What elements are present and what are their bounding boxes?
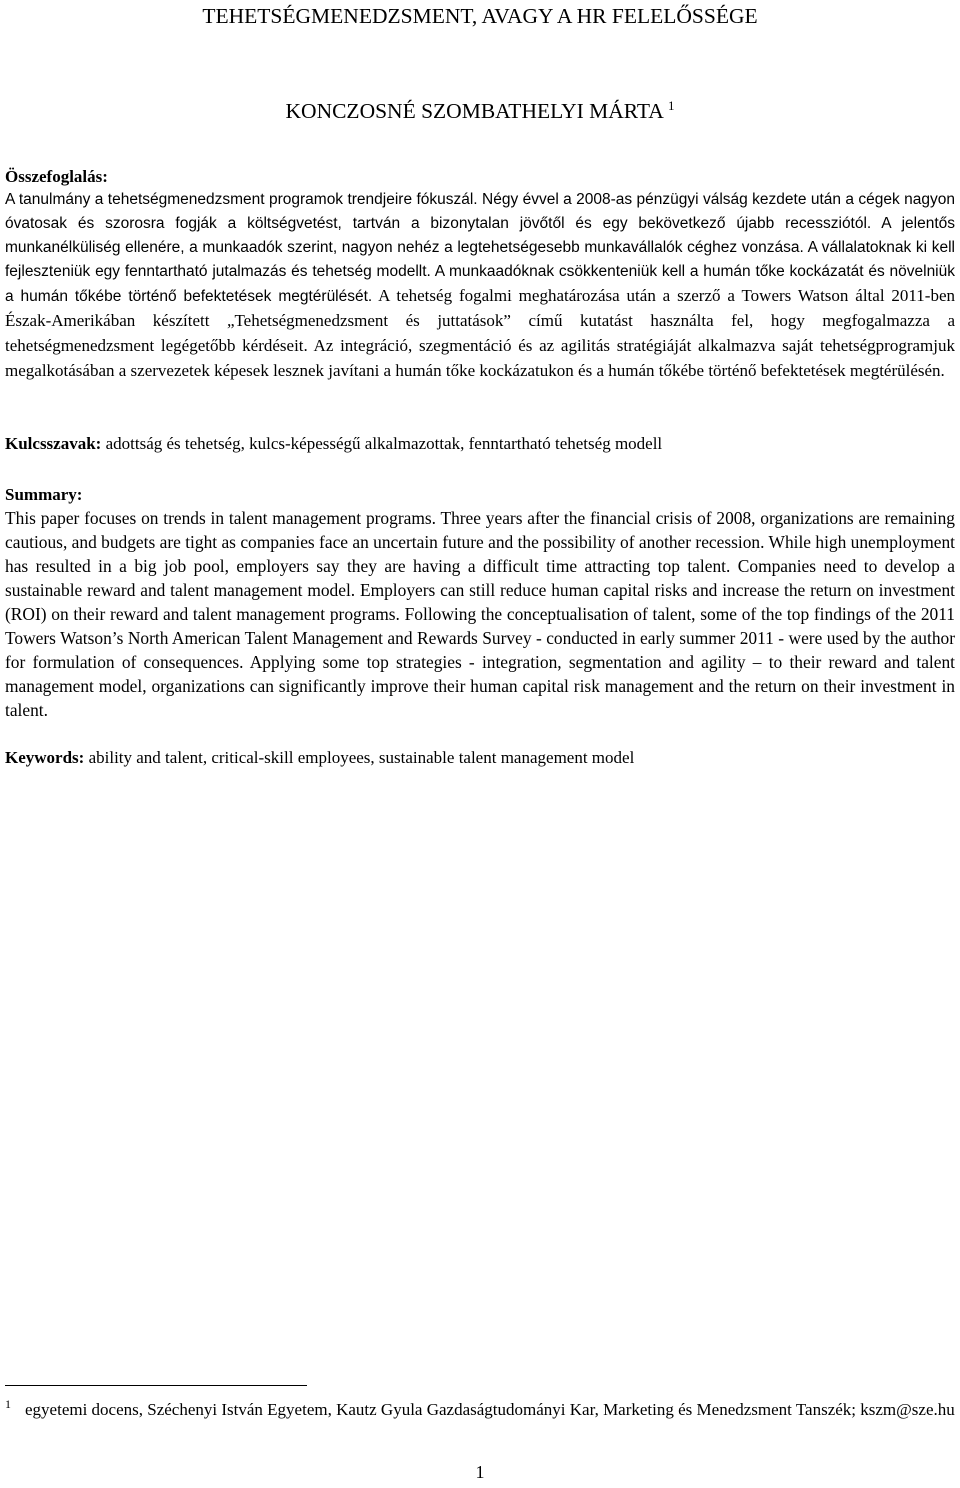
footnote-marker: 1 [5,1397,11,1412]
en-summary-heading: Summary: [5,485,83,504]
paper-title: TEHETSÉGMENEDZSMENT, AVAGY A HR FELELŐSSÉGE [202,4,758,28]
footnote-text: egyetemi docens, Széchenyi István Egyetem, Kautz Gyula Gazdaságtudományi Kar, Marketing és Menedzsment Tanszék; kszm@sze.hu [25,1400,955,1419]
hu-keywords-label: Kulcsszavak: [5,434,102,453]
en-keywords [5,746,955,770]
en-keywords-text: ability and talent, critical-skill employees, sustainable talent management model [84,748,635,767]
hu-keywords [5,432,955,456]
hu-summary-part1: A tanulmány a tehetségmenedzsment programok trendjeire fókuszál. Négy évvel a 2008-as pénzügyi válság kezdete után a cégek nagyon óvatosak és szorosra fogják a költségvetést, tartván a bizonytalan jövőtől és egy bekövetkező újabb recessziótól. A jelentős munkanélküliség ellenére, a munkaadók szerint, nagyon nehéz a legtehetségesebb munkavállalók céghez vonzása. A vállalatoknak ki kell fejleszteniük egy fenntartható jutalmazás és tehetség modellt. A munkaadóknak csökkenteniük kell a humán tőke kockázatát és növelniük a humán tőkébe történő befektetések megtérülését. [5,191,955,305]
page-number: 1 [475,1462,485,1482]
author-footnote-ref: 1 [667,97,675,113]
en-keywords-label: Keywords: [5,748,85,767]
hu-keywords-text: adottság és tehetség, kulcs-képességű alkalmazottak, fenntartható tehetség modell [101,434,663,453]
hu-summary-body [5,188,955,384]
author-line [0,98,960,124]
hu-summary-heading: Összefoglalás: [5,167,108,186]
en-summary-body: This paper focuses on trends in talent management programs. Three years after the financial crisis of 2008, organizations are remaining cautious, and budgets are tight as companies face an uncertain future and the possibility of another recession. While high unemployment has resulted in a big job pool, employers say they are having a difficult time attracting top talent. Companies need to develop a sustainable reward and talent management model. Employers can still reduce human capital risks and increase the return on investment (ROI) on their reward and talent management programs. Following the conceptualisation of talent, some of the top findings of the 2011 Towers Watson’s North American Talent Management and Rewards Survey - conducted in early summer 2011 - were used by the author for formulation of consequences. Applying some top strategies - integration, segmentation and agility – to their reward and talent management model, organizations can significantly improve their human capital risk management and the return on their investment in talent. [5,508,955,720]
footnote-separator [5,1385,307,1386]
footnote [5,1398,955,1422]
author-name: KONCZOSNÉ SZOMBATHELYI MÁRTA [285,99,663,123]
hu-summary-part2: A tehetség fogalmi meghatározása után a szerző a Towers Watson által 2011-ben Észak-Amerikában készített „Tehetségmenedzsment és juttatások” című kutatást használta fel, hogy megfogalmazza a tehetségmenedzsment legégetőbb kérdéseit. Az integráció, szegmentáció és az agilitás stratégiáját alkalmazva saját tehetségprogramjuk megalkotásában a szervezetek képesek lesznek javítani a humán tőke kockázatukon és a humán tőkébe történő befektetések megtérülésén. [5,286,955,380]
